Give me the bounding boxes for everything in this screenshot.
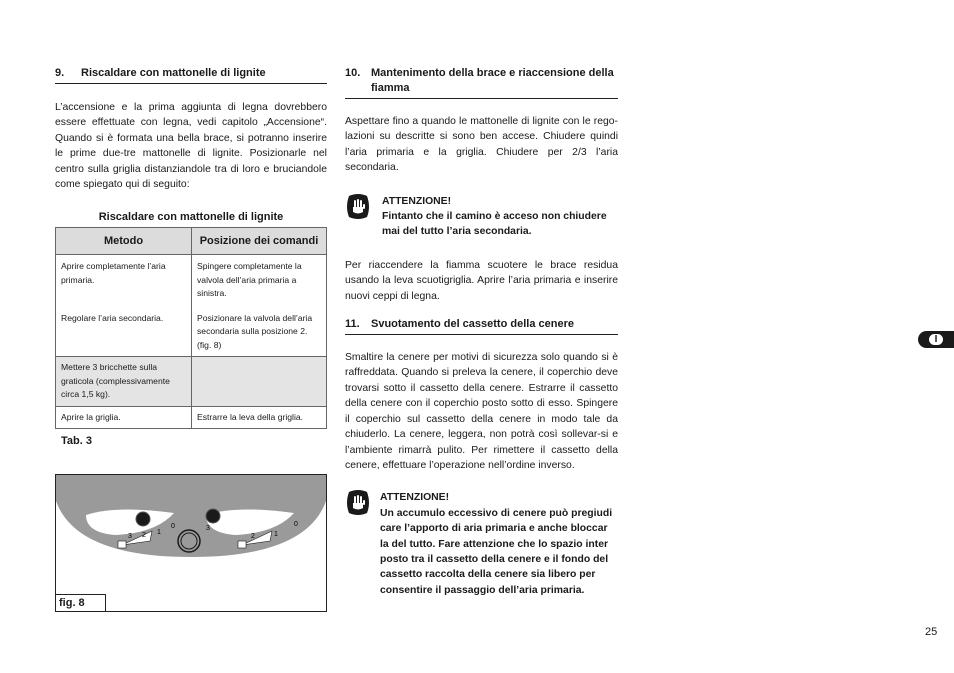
left-scale-3: 3 bbox=[128, 533, 132, 540]
table-cell-text: Spingere completamente la valvola dell’aria primaria a sinistra. bbox=[197, 261, 302, 299]
left-column bbox=[55, 66, 327, 447]
left-scale-1: 1 bbox=[157, 529, 161, 536]
table-cell-position: Estrarre la leva della griglia. bbox=[192, 406, 327, 429]
table-row bbox=[56, 255, 327, 357]
figure-label: fig. 8 bbox=[56, 594, 106, 611]
warning-1-content bbox=[382, 194, 618, 240]
table-cell-text: Posizionare la valvola dell’aria secondaria sulla posizione 2. (fig. 8) bbox=[197, 312, 313, 350]
section-10-body-1: Aspettare fino a quando le mattonelle di lignite con le rego-lazioni su descritte si sono ben accese. Chiudere quindi l’aria primaria e la griglia. Chiudere per 2/3 l’aria secondaria. bbox=[345, 116, 618, 174]
section-9-body: L’accensione e la prima aggiunta di legna dovrebbero essere effettuate con legna, vedi capitolo „Accensione“. Quando si è formata una bella brace, si potranno inserire le prime due-tre mattonelle di lignite. Posizionarle nel centro sulla griglia distanziandole tra di loro e bruciandole come spiegato qui di seguito: bbox=[55, 102, 327, 191]
warning-1-text: Fintanto che il camino è acceso non chiudere mai del tutto l’aria secondaria. bbox=[382, 211, 607, 238]
table-cell-text: Aprire completamente l’aria primaria. bbox=[61, 261, 166, 285]
table-cell-method: Aprire la griglia. bbox=[56, 406, 192, 429]
table-header-position: Posizione dei comandi bbox=[192, 228, 327, 255]
language-side-tab-label: I bbox=[929, 334, 943, 345]
section-9-heading bbox=[55, 66, 327, 84]
figure-8 bbox=[55, 474, 327, 612]
warning-hand-icon bbox=[345, 489, 371, 517]
table-cell-text: Regolare l’aria secondaria. bbox=[61, 313, 164, 324]
warning-2-title: ATTENZIONE! bbox=[380, 492, 450, 504]
table-cell-position bbox=[192, 255, 327, 357]
section-10-number: 10. bbox=[345, 67, 361, 79]
table-cell-method bbox=[56, 255, 192, 357]
left-marker-icon bbox=[118, 541, 126, 548]
right-scale-3: 3 bbox=[206, 525, 210, 532]
right-scale-0: 0 bbox=[294, 521, 298, 528]
section-11-body: Smaltire la cenere per motivi di sicurezza solo quando si è raffreddata. Quando si preleva la cenere, il coperchio deve trovarsi sotto il cassetto della cenere. Estrarre il cassetto della cenere con il coperchio posto sotto di esso. Spingere il coperchio sul cassetto della cenere in modo tale da chiuderlo. La cenere, leggera, non potrà così sollevar-si e l’ambiente rimarrà pulito. Per rimettere il cassetto della cenere, effettuare l’operazione nell’ordine inverso. bbox=[345, 352, 618, 471]
section-10-body-2: Per riaccendere la fiamma scuotere le brace residua usando la leva scuotigriglia. Aprire l’aria primaria e inserire nuovi ceppi di legna. bbox=[345, 259, 618, 302]
table-caption: Riscaldare con mattonelle di lignite bbox=[98, 211, 284, 224]
section-11-title: Svuotamento del cassetto della cenere bbox=[371, 318, 574, 331]
warning-hand-icon bbox=[345, 193, 371, 221]
warning-2-content bbox=[380, 490, 618, 598]
warning-1-title: ATTENZIONE! bbox=[382, 195, 452, 207]
warning-box-2 bbox=[345, 490, 618, 598]
section-9-title: Riscaldare con mattonelle di lignite bbox=[81, 67, 266, 79]
table-cell-method: Mettere 3 bricchette sulla graticola (complessivamente circa 1,5 kg). bbox=[56, 357, 192, 407]
table-3 bbox=[55, 227, 327, 429]
table-row bbox=[56, 357, 327, 407]
right-scale-1: 1 bbox=[274, 531, 278, 538]
table-cell-position bbox=[192, 357, 327, 407]
page-number: 25 bbox=[925, 626, 938, 638]
section-11-heading bbox=[345, 317, 618, 335]
section-10-title: Mantenimento della brace e riaccensione della fiamma bbox=[371, 67, 614, 94]
warning-2-text: Un accumulo eccessivo di cenere può pregiudi care l’apporto di aria primaria e anche bloccar la del tutto. Fare attenzione che lo spazio inter posto tra il cassetto della cenere e il fondo del cassetto raccolta della cenere sia libero per consentire il passaggio dell’aria primaria. bbox=[380, 507, 613, 596]
left-valve-knob bbox=[136, 512, 150, 526]
warning-box-1 bbox=[345, 194, 618, 240]
section-11-number: 11. bbox=[345, 318, 360, 331]
section-9-number: 9. bbox=[55, 67, 65, 79]
control-panel-illustration bbox=[56, 475, 326, 611]
table-row bbox=[56, 406, 327, 429]
table-header-method: Metodo bbox=[56, 228, 192, 255]
right-valve-knob bbox=[206, 509, 220, 523]
right-scale-2: 2 bbox=[251, 533, 255, 540]
table-label: Tab. 3 bbox=[61, 435, 92, 448]
left-scale-0: 0 bbox=[171, 523, 175, 530]
section-10-heading bbox=[345, 66, 618, 99]
table-header-row bbox=[56, 228, 327, 255]
right-column bbox=[345, 66, 618, 598]
language-side-tab bbox=[918, 331, 954, 348]
left-scale-2: 2 bbox=[142, 532, 146, 539]
right-marker-icon bbox=[238, 541, 246, 548]
